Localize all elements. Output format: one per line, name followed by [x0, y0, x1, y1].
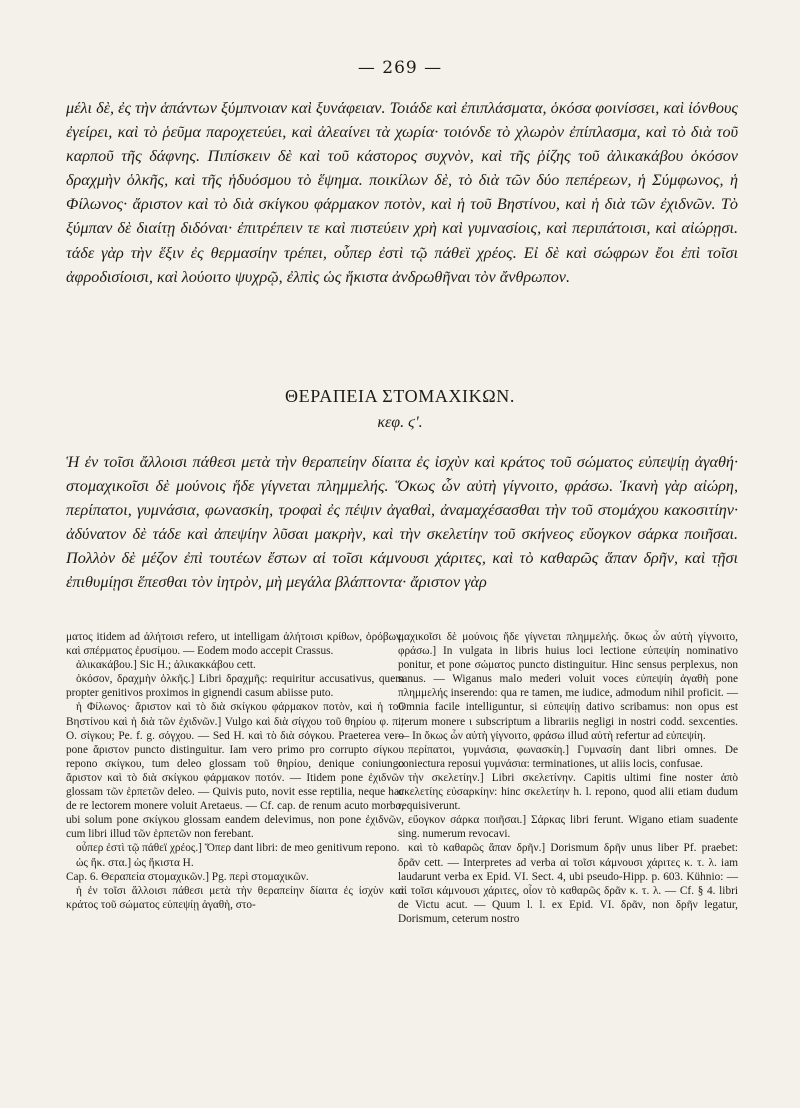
notes-column-right — [398, 630, 738, 926]
main-text-block — [66, 96, 738, 289]
note-left-2: ἀλικακάβου.] Sic H.; ἀλικακκάβου cett. — [76, 659, 256, 672]
note-left-3: ὁκόσον, δραχμὴν ὁλκῆς.] Libri δραχμῆς: requiritur accusativus, quem propter genitivos proximos in gignendi casum abiisse puto. — [66, 673, 404, 700]
section-title: ΘΕΡΑΠΕΙΑ ΣΤΟΜΑΧΙΚΩΝ. — [285, 386, 515, 406]
chapter-label: κεφ. ϛ'. — [377, 414, 423, 431]
main-paragraph: μέλι δὲ, ἐς τὴν ἁπάντων ξύμπνοιαν καὶ ξυνάφειαν. Τοιάδε καὶ ἐπιπλάσματα, ὁκόσα φοινίσσει, καὶ ἰόνθους ἐγείρει, καὶ τὸ ῥεῦμα παροχετεύει, καὶ ἀλεαίνει τὰ χωρία· τοιόνδε τὸ χλωρὸν ἐπίπλασμα, καὶ τὸ διὰ τοῦ καρποῦ τῆς δάφνης. Πιπίσκειν δὲ καὶ τοῦ κάστορος συχνὸν, καὶ τῆς ῥίζης τοῦ ἀλικακάβου ὁκόσον δραχμὴν ὁλκῆς, καὶ τῆς ἡδυόσμου τὸ ἕψημα. ποικίλων δὲ, τὸ διὰ τῶν δύο πεπέρεων, ἡ Σύμφωνος, ἡ Φίλωνος· ἄριστον καὶ τὸ διὰ σκίγκου φάρμακον ποτὸν, καὶ ἡ τοῦ Βηστίνου, καὶ ἡ διὰ τῶν ἐχιδνῶν. Τὸ ξύμπαν δὲ διαίτῃ διδόναι· ἐπιτρέπειν τε καὶ πιστεύειν χρὴ καὶ γυμνασίοις, καὶ περιπάτοισι, καὶ αἰώρῃσι. τάδε γὰρ τὴν ἕξιν ἐς θερμασίην τρέπει, οὗπερ ἐστὶ τῷ πάθεϊ χρέος. Εἰ δὲ καὶ σώφρων ἔοι ἐπὶ τοῖσι ἀφροδισίοισι, καὶ λούοιτο ψυχρῷ, ἐλπὶς ὡς ἥκιστα ἀνδρωθῆναι τὸν ἄνθρωπον. — [66, 99, 738, 286]
chapter-text-block — [66, 450, 738, 595]
note-right-4: εὔογκον σάρκα ποιῆσαι.] Σάρκας libri ferunt. Wigano etiam suadente sing. numerum revocavi. — [398, 814, 738, 841]
notes-column-left — [66, 630, 404, 912]
note-left-1: ματος itidem ad ἀλήτοισι refero, ut intelligam ἀλήτοισι κρίθων, ὀρόβων, καὶ σπέρματος ἐρυσίμου. — Eodem modo accepit Crassus. — [66, 631, 404, 658]
page-number: — 269 — — [357, 58, 443, 78]
note-right-5: καὶ τὸ καθαρῶς ἅπαν δρῆν.] Dorismum δρῆν unus liber Pf. praebet: δρᾶν cett. — Interpretes ad verba αἱ τοῖσι κάμνουσι χάριτες κ. τ. λ. iam laudarunt verba ex Epid. VI. Sect. 4, ubi pseudo-Hipp. p. 603. Kühnio: — αἱ τοῖσι κάμνουσι χάριτες, οἷον τὸ καθαρῶς δρᾶν κ. τ. λ. — Cf. § 4. libri de Victu acut. — Quum l. l. ex Epid. VI. δρᾶν, non δρῆν legatur, Dorismum, ceterum nostro — [398, 842, 738, 925]
chapter-paragraph: Ἡ ἐν τοῖσι ἄλλοισι πάθεσι μετὰ τὴν θεραπείην δίαιτα ἐς ἰσχὺν καὶ κράτος τοῦ σώματος εὐπεψίῃ ἀγαθή· στομαχικοῖσι δὲ μούνοις ἥδε γίγνεται πλημμελής. Ὅκως ὧν αὐτὴ γίγνοιτο, φράσω. Ἱκανὴ γὰρ αἰώρη, περίπατοι, γυμνάσια, φωνασκίη, τροφαὶ ἐς πέψιν ἀγαθαὶ, ἀναμαχέσασθαι τὴν τοῦ στομάχου κακοσιτίην· ἀδύνατον δὲ τάδε καὶ ἀπεψίην λῦσαι μακρὴν, καὶ τὴν σκελετίην τοῦ σκήνεος εὔογκον σάρκα ποιῆσαι. Πολλὸν δὲ μέζον ἐπὶ τουτέων ἔστων αἱ τοῖσι κάμνουσι χάριτες, καὶ τὸ καθαρῶς ἅπαν δρῆν, καὶ τῇσι ἐπιθυμίῃσι ἕπεσθαι τὸν ἰητρὸν, μὴ μεγάλα βλάπτοντα· ἄριστον γὰρ — [66, 453, 738, 592]
note-left-6: ὡς ἥκ. στα.] ὡς ἥκιστα H. — [76, 856, 194, 869]
note-right-1: μαχικοῖσι δὲ μούνοις ἥδε γίγνεται πλημμελής. ὅκως ὧν αὐτὴ γίγνοιτο, φράσω.] In vulgata in libris huius loci lectione εὐπεψίη nominativo ponitur, et pone σώματος puncto distinguitur. Hinc sensus perplexus, non sanus. — Wiganus malo mederi voluit voces εὐπεψίη ἀγαθὴ pone πλημμελής inserendo: qua re tamen, me iudice, admodum nihil proficit. — Omnia facile intelliguntur, si εὐπεψίῃ dativo scribamus: non opus est iterum monere ι subscriptum a librariis negligi in nostri codd. sexcenties. — In ὅκως ὧν αὐτὴ γίγνοιτο, φράσω illud αὐτὴ refertur ad εὐπεψίη. — [398, 631, 738, 742]
note-right-2: περίπατοι, γυμνάσια, φωνασκίη.] Γυμνασίη dant libri omnes. De coniectura reposui γυμνάσια: terminationes, ut aliis locis, confusae. — [398, 743, 738, 770]
note-left-5: οὗπερ ἐστὶ τῷ πάθεϊ χρέος.] Ὅπερ dant libri: de meo genitivum repono. — [76, 842, 400, 855]
note-left-4: ἡ Φίλωνος· ἄριστον καὶ τὸ διὰ σκίγκου φάρμακον ποτὸν, καὶ ἡ τοῦ Βηστίνου καὶ ἡ διὰ τῶν ἐχιδνῶν.] Vulgo καὶ διὰ σίγχου τοῦ θηρίου φ. π.; O. σίγκου; Pe. f. g. σόγχου. — Sed H. καὶ τὸ διὰ σόγκου. Praeterea vero pone ἄριστον puncto distinguitur. Iam vero primo pro corrupto σίγκου repono σκίγκου, tum deleo glossam τοῦ θηρίου, denique coniungo ἄριστον καὶ τὸ διὰ σκίγκου φάρμακον ποτόν. — Itidem pone ἐχιδνῶν glossam τῶν ἑρπετῶν deleo. — Quivis puto, novit esse reptilia, neque hac de re lectorem monere voluit Aretaeus. — Cf. cap. de renum acuto morbo, ubi solum pone σκίγκου glossam eandem delevimus, non pone ἐχιδνῶν, cum libri illud τῶν ἑρπετῶν non ferebant. — [66, 701, 404, 841]
note-left-7: Cap. 6. Θεραπεία στομαχικῶν.] Pg. περὶ στομαχικῶν. — [66, 870, 309, 883]
note-right-3: τὴν σκελετίην.] Libri σκελετίνην. Capitis ultimi fine noster ἀπὸ σκελετίης εὐσαρκίην: hinc σκελετίην h. l. repono, quod alii etiam dudum requisiverunt. — [398, 771, 738, 813]
note-left-8: ἡ ἐν τοῖσι ἄλλοισι πάθεσι μετὰ τὴν θεραπείην δίαιτα ἐς ἰσχὺν καὶ κράτος τοῦ σώματος εὐπεψίῃ ἀγαθὴ, στο- — [66, 884, 404, 911]
